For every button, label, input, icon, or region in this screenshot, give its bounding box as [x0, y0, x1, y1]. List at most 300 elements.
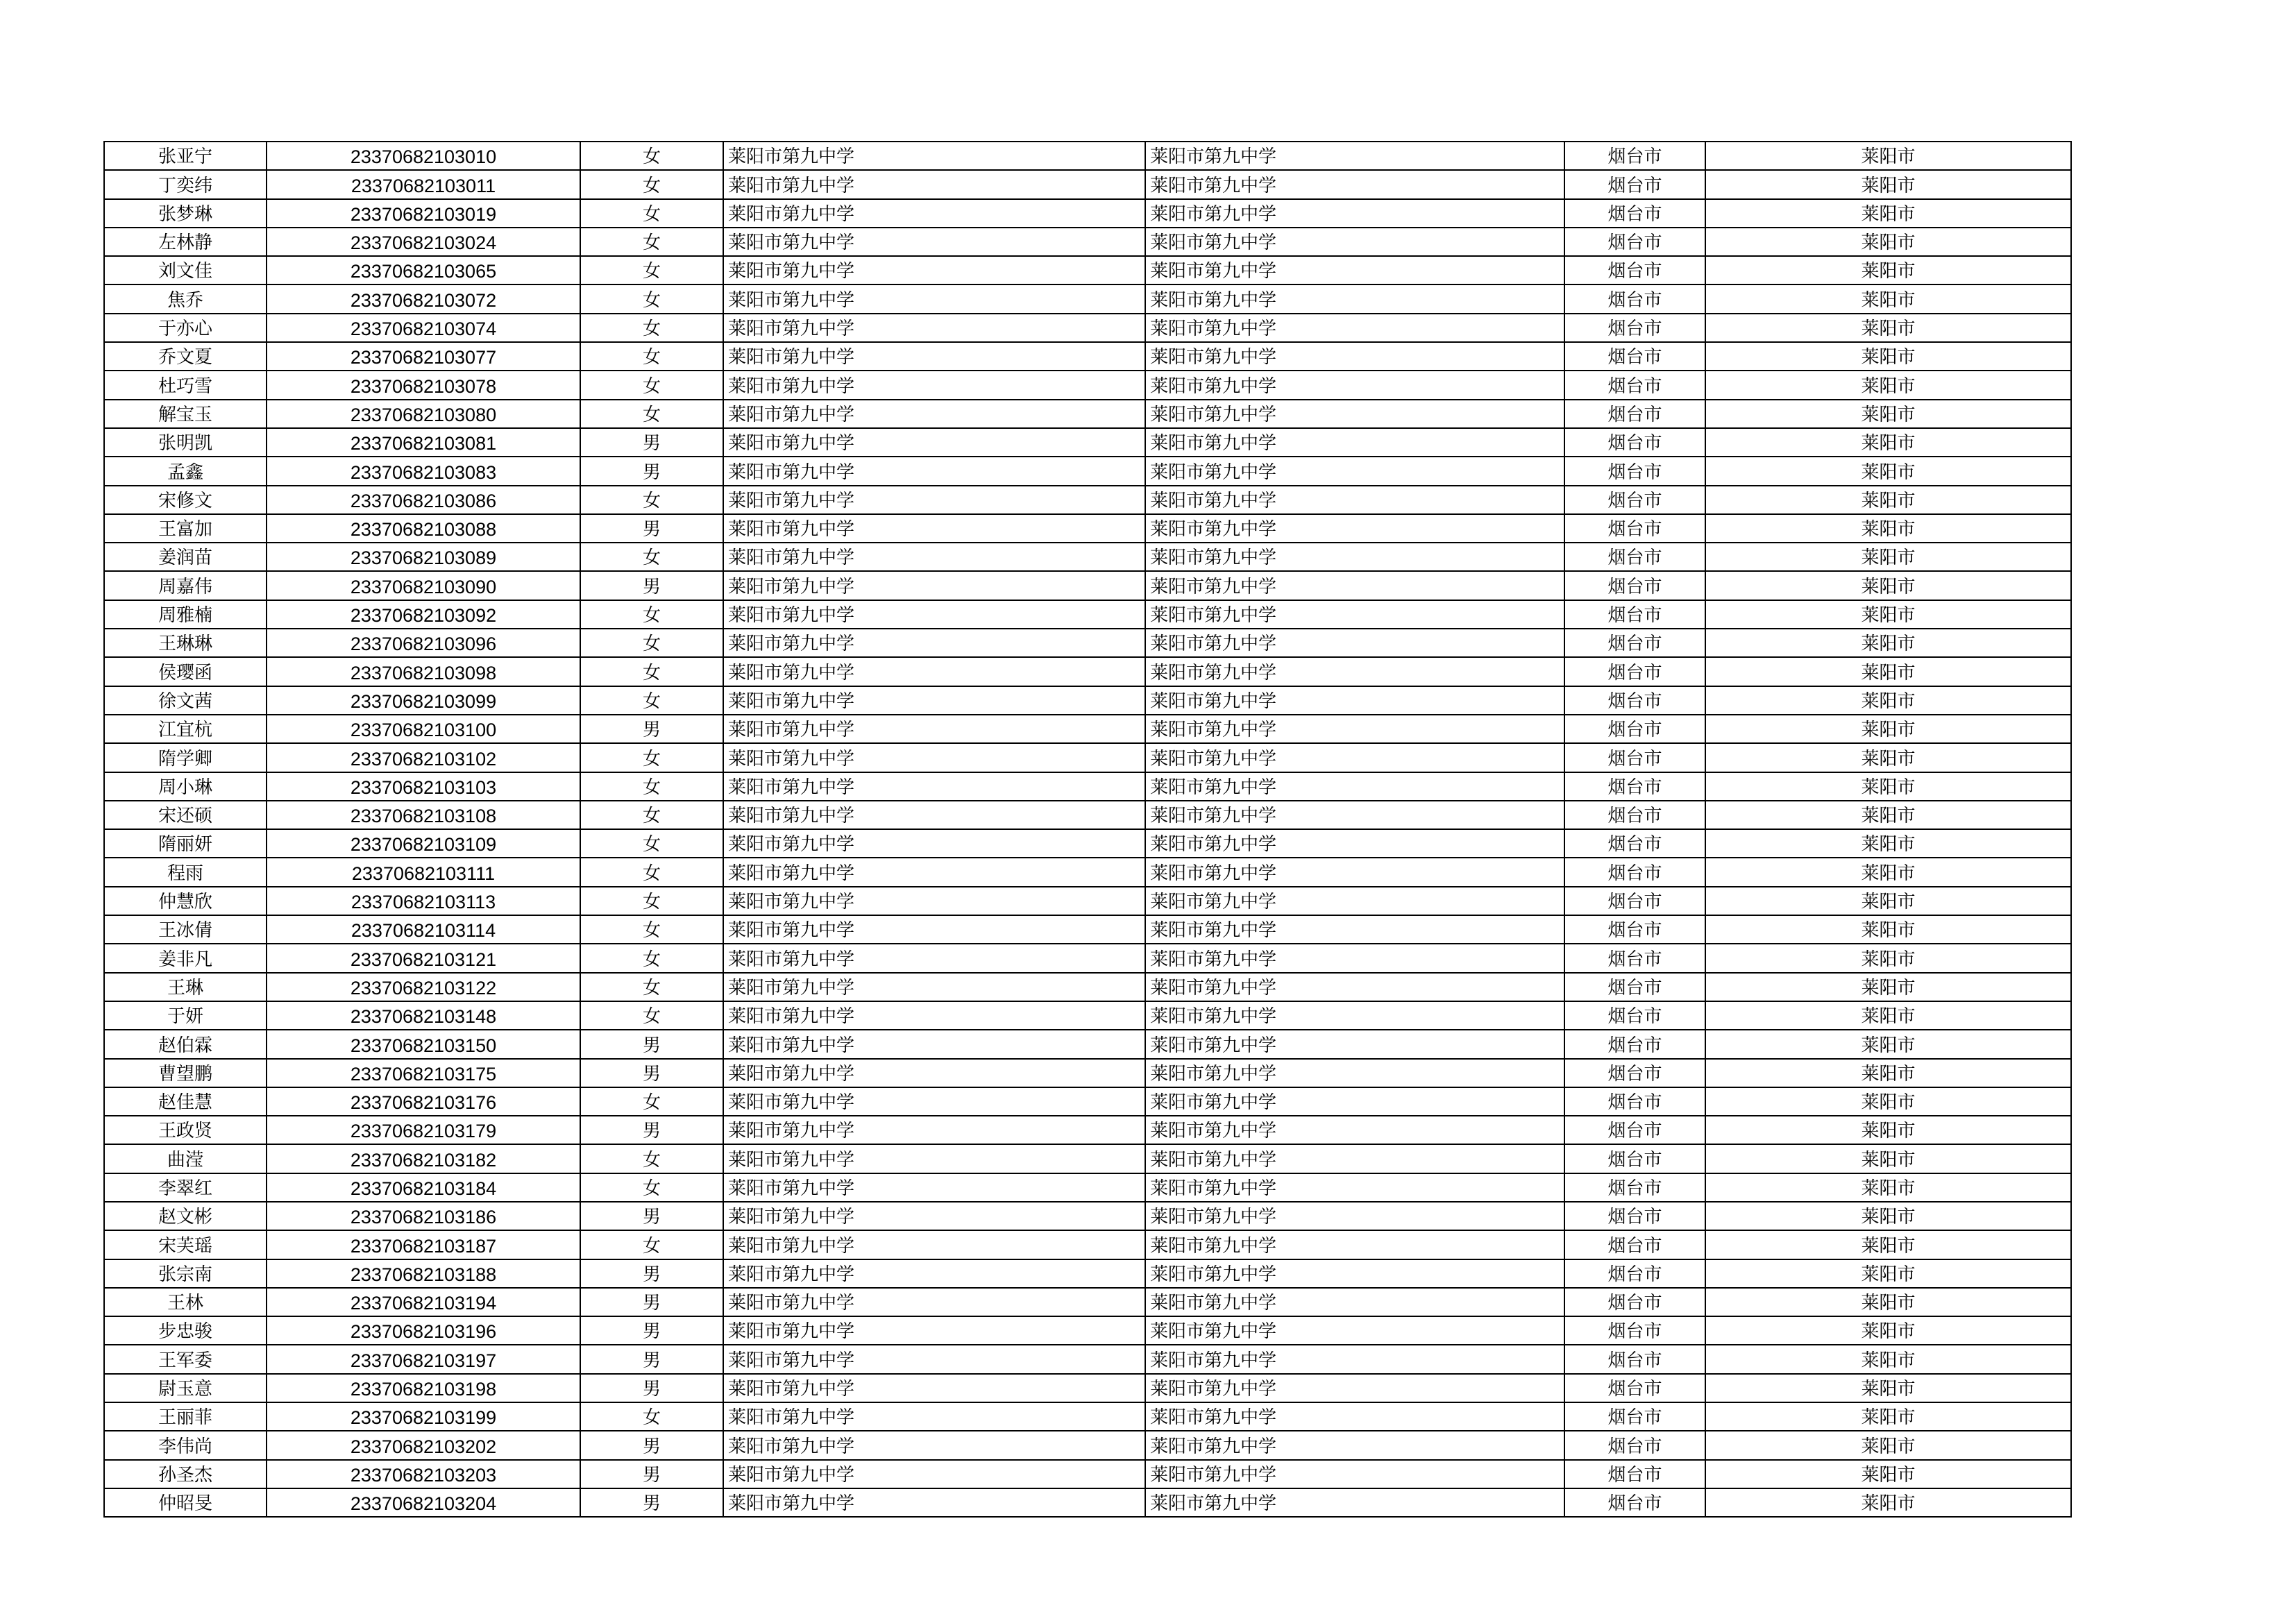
student-name-cell: 乔文夏 [104, 342, 267, 371]
county-cell: 莱阳市 [1705, 428, 2071, 457]
city-cell: 烟台市 [1564, 1259, 1705, 1288]
exam-number-cell: 23370682103019 [267, 199, 580, 228]
exam-number-cell: 23370682103197 [267, 1345, 580, 1373]
county-cell: 莱阳市 [1705, 858, 2071, 886]
city-cell: 烟台市 [1564, 829, 1705, 858]
city-cell: 烟台市 [1564, 772, 1705, 801]
exam-number-cell: 23370682103078 [267, 371, 580, 399]
gender-cell: 男 [580, 1374, 723, 1402]
exam-school-cell: 莱阳市第九中学 [1145, 142, 1564, 170]
city-cell: 烟台市 [1564, 944, 1705, 972]
city-cell: 烟台市 [1564, 228, 1705, 256]
city-cell: 烟台市 [1564, 629, 1705, 657]
city-cell: 烟台市 [1564, 1460, 1705, 1488]
gender-cell: 女 [580, 256, 723, 284]
student-name-cell: 赵佳慧 [104, 1087, 267, 1116]
city-cell: 烟台市 [1564, 1431, 1705, 1459]
school-cell: 莱阳市第九中学 [723, 973, 1145, 1001]
student-name-cell: 张宗南 [104, 1259, 267, 1288]
gender-cell: 女 [580, 1173, 723, 1202]
exam-number-cell: 23370682103184 [267, 1173, 580, 1202]
city-cell: 烟台市 [1564, 1345, 1705, 1373]
gender-cell: 女 [580, 342, 723, 371]
city-cell: 烟台市 [1564, 1030, 1705, 1058]
county-cell: 莱阳市 [1705, 1402, 2071, 1431]
exam-school-cell: 莱阳市第九中学 [1145, 944, 1564, 972]
county-cell: 莱阳市 [1705, 1374, 2071, 1402]
student-name-cell: 尉玉意 [104, 1374, 267, 1402]
student-name-cell: 于亦心 [104, 314, 267, 342]
exam-number-cell: 23370682103103 [267, 772, 580, 801]
exam-school-cell: 莱阳市第九中学 [1145, 514, 1564, 543]
student-name-cell: 姜润苗 [104, 543, 267, 571]
student-name-cell: 隋学卿 [104, 743, 267, 772]
exam-number-cell: 23370682103099 [267, 686, 580, 715]
gender-cell: 女 [580, 686, 723, 715]
exam-school-cell: 莱阳市第九中学 [1145, 1030, 1564, 1058]
county-cell: 莱阳市 [1705, 371, 2071, 399]
city-cell: 烟台市 [1564, 915, 1705, 944]
exam-school-cell: 莱阳市第九中学 [1145, 1374, 1564, 1402]
gender-cell: 女 [580, 1144, 723, 1173]
exam-school-cell: 莱阳市第九中学 [1145, 342, 1564, 371]
school-cell: 莱阳市第九中学 [723, 571, 1145, 600]
gender-cell: 男 [580, 1030, 723, 1058]
city-cell: 烟台市 [1564, 571, 1705, 600]
exam-number-cell: 23370682103114 [267, 915, 580, 944]
exam-number-cell: 23370682103188 [267, 1259, 580, 1288]
city-cell: 烟台市 [1564, 887, 1705, 915]
exam-school-cell: 莱阳市第九中学 [1145, 1144, 1564, 1173]
city-cell: 烟台市 [1564, 743, 1705, 772]
city-cell: 烟台市 [1564, 1288, 1705, 1316]
county-cell: 莱阳市 [1705, 1288, 2071, 1316]
city-cell: 烟台市 [1564, 1488, 1705, 1517]
city-cell: 烟台市 [1564, 1059, 1705, 1087]
student-name-cell: 王琳琳 [104, 629, 267, 657]
exam-number-cell: 23370682103081 [267, 428, 580, 457]
city-cell: 烟台市 [1564, 314, 1705, 342]
exam-school-cell: 莱阳市第九中学 [1145, 170, 1564, 198]
table-row [104, 170, 2071, 198]
table-row [104, 1230, 2071, 1259]
county-cell: 莱阳市 [1705, 743, 2071, 772]
student-name-cell: 仲慧欣 [104, 887, 267, 915]
table-row [104, 400, 2071, 428]
exam-school-cell: 莱阳市第九中学 [1145, 973, 1564, 1001]
student-name-cell: 周雅楠 [104, 600, 267, 629]
exam-school-cell: 莱阳市第九中学 [1145, 1173, 1564, 1202]
student-name-cell: 隋丽妍 [104, 829, 267, 858]
school-cell: 莱阳市第九中学 [723, 743, 1145, 772]
exam-number-cell: 23370682103194 [267, 1288, 580, 1316]
exam-school-cell: 莱阳市第九中学 [1145, 1001, 1564, 1030]
school-cell: 莱阳市第九中学 [723, 170, 1145, 198]
student-name-cell: 王冰倩 [104, 915, 267, 944]
student-name-cell: 李翠红 [104, 1173, 267, 1202]
exam-school-cell: 莱阳市第九中学 [1145, 284, 1564, 313]
county-cell: 莱阳市 [1705, 1345, 2071, 1373]
school-cell: 莱阳市第九中学 [723, 228, 1145, 256]
exam-number-cell: 23370682103102 [267, 743, 580, 772]
table-row [104, 1288, 2071, 1316]
county-cell: 莱阳市 [1705, 1431, 2071, 1459]
school-cell: 莱阳市第九中学 [723, 1059, 1145, 1087]
county-cell: 莱阳市 [1705, 1202, 2071, 1230]
student-name-cell: 王富加 [104, 514, 267, 543]
exam-number-cell: 23370682103092 [267, 600, 580, 629]
school-cell: 莱阳市第九中学 [723, 1087, 1145, 1116]
county-cell: 莱阳市 [1705, 801, 2071, 829]
student-name-cell: 王政贤 [104, 1116, 267, 1144]
gender-cell: 女 [580, 858, 723, 886]
exam-school-cell: 莱阳市第九中学 [1145, 629, 1564, 657]
student-name-cell: 左林静 [104, 228, 267, 256]
table-row [104, 1374, 2071, 1402]
table-row [104, 1173, 2071, 1202]
school-cell: 莱阳市第九中学 [723, 1431, 1145, 1459]
exam-school-cell: 莱阳市第九中学 [1145, 457, 1564, 485]
school-cell: 莱阳市第九中学 [723, 342, 1145, 371]
table-row [104, 228, 2071, 256]
county-cell: 莱阳市 [1705, 1144, 2071, 1173]
exam-number-cell: 23370682103199 [267, 1402, 580, 1431]
county-cell: 莱阳市 [1705, 1059, 2071, 1087]
exam-school-cell: 莱阳市第九中学 [1145, 1116, 1564, 1144]
gender-cell: 女 [580, 486, 723, 514]
city-cell: 烟台市 [1564, 1316, 1705, 1345]
table-row [104, 543, 2071, 571]
exam-school-cell: 莱阳市第九中学 [1145, 657, 1564, 686]
city-cell: 烟台市 [1564, 600, 1705, 629]
exam-number-cell: 23370682103179 [267, 1116, 580, 1144]
gender-cell: 女 [580, 199, 723, 228]
county-cell: 莱阳市 [1705, 514, 2071, 543]
student-name-cell: 赵文彬 [104, 1202, 267, 1230]
student-name-cell: 仲昭旻 [104, 1488, 267, 1517]
student-name-cell: 宋还硕 [104, 801, 267, 829]
county-cell: 莱阳市 [1705, 571, 2071, 600]
student-name-cell: 丁奕纬 [104, 170, 267, 198]
school-cell: 莱阳市第九中学 [723, 657, 1145, 686]
exam-number-cell: 23370682103113 [267, 887, 580, 915]
exam-number-cell: 23370682103122 [267, 973, 580, 1001]
table-row [104, 887, 2071, 915]
exam-school-cell: 莱阳市第九中学 [1145, 314, 1564, 342]
school-cell: 莱阳市第九中学 [723, 915, 1145, 944]
student-name-cell: 张梦琳 [104, 199, 267, 228]
exam-number-cell: 23370682103024 [267, 228, 580, 256]
exam-number-cell: 23370682103100 [267, 715, 580, 743]
exam-school-cell: 莱阳市第九中学 [1145, 600, 1564, 629]
gender-cell: 女 [580, 629, 723, 657]
county-cell: 莱阳市 [1705, 829, 2071, 858]
exam-school-cell: 莱阳市第九中学 [1145, 1288, 1564, 1316]
table-row [104, 858, 2071, 886]
county-cell: 莱阳市 [1705, 657, 2071, 686]
city-cell: 烟台市 [1564, 170, 1705, 198]
student-name-cell: 孟鑫 [104, 457, 267, 485]
school-cell: 莱阳市第九中学 [723, 1345, 1145, 1373]
exam-number-cell: 23370682103080 [267, 400, 580, 428]
exam-school-cell: 莱阳市第九中学 [1145, 915, 1564, 944]
school-cell: 莱阳市第九中学 [723, 1374, 1145, 1402]
gender-cell: 男 [580, 1488, 723, 1517]
school-cell: 莱阳市第九中学 [723, 371, 1145, 399]
table-row [104, 1030, 2071, 1058]
gender-cell: 男 [580, 1202, 723, 1230]
gender-cell: 女 [580, 887, 723, 915]
school-cell: 莱阳市第九中学 [723, 314, 1145, 342]
school-cell: 莱阳市第九中学 [723, 284, 1145, 313]
exam-number-cell: 23370682103148 [267, 1001, 580, 1030]
city-cell: 烟台市 [1564, 1402, 1705, 1431]
table-row [104, 829, 2071, 858]
school-cell: 莱阳市第九中学 [723, 1402, 1145, 1431]
exam-number-cell: 23370682103098 [267, 657, 580, 686]
county-cell: 莱阳市 [1705, 1460, 2071, 1488]
gender-cell: 男 [580, 428, 723, 457]
county-cell: 莱阳市 [1705, 915, 2071, 944]
student-name-cell: 王琳 [104, 973, 267, 1001]
county-cell: 莱阳市 [1705, 1116, 2071, 1144]
city-cell: 烟台市 [1564, 715, 1705, 743]
gender-cell: 女 [580, 400, 723, 428]
county-cell: 莱阳市 [1705, 1230, 2071, 1259]
county-cell: 莱阳市 [1705, 543, 2071, 571]
table-row [104, 199, 2071, 228]
exam-school-cell: 莱阳市第九中学 [1145, 1488, 1564, 1517]
student-name-cell: 解宝玉 [104, 400, 267, 428]
city-cell: 烟台市 [1564, 543, 1705, 571]
student-name-cell: 张亚宁 [104, 142, 267, 170]
exam-school-cell: 莱阳市第九中学 [1145, 743, 1564, 772]
table-row [104, 600, 2071, 629]
student-name-cell: 焦乔 [104, 284, 267, 313]
school-cell: 莱阳市第九中学 [723, 600, 1145, 629]
school-cell: 莱阳市第九中学 [723, 457, 1145, 485]
table-row [104, 142, 2071, 170]
exam-school-cell: 莱阳市第九中学 [1145, 887, 1564, 915]
table-row [104, 1001, 2071, 1030]
exam-school-cell: 莱阳市第九中学 [1145, 400, 1564, 428]
city-cell: 烟台市 [1564, 342, 1705, 371]
table-row [104, 944, 2071, 972]
school-cell: 莱阳市第九中学 [723, 1460, 1145, 1488]
school-cell: 莱阳市第九中学 [723, 428, 1145, 457]
city-cell: 烟台市 [1564, 1087, 1705, 1116]
exam-number-cell: 23370682103065 [267, 256, 580, 284]
exam-school-cell: 莱阳市第九中学 [1145, 1345, 1564, 1373]
table-row [104, 256, 2071, 284]
school-cell: 莱阳市第九中学 [723, 887, 1145, 915]
table-row [104, 342, 2071, 371]
exam-school-cell: 莱阳市第九中学 [1145, 772, 1564, 801]
exam-number-cell: 23370682103198 [267, 1374, 580, 1402]
exam-number-cell: 23370682103121 [267, 944, 580, 972]
gender-cell: 女 [580, 1001, 723, 1030]
county-cell: 莱阳市 [1705, 170, 2071, 198]
table-row [104, 1488, 2071, 1517]
gender-cell: 女 [580, 915, 723, 944]
student-name-cell: 张明凯 [104, 428, 267, 457]
table-row [104, 1144, 2071, 1173]
city-cell: 烟台市 [1564, 1202, 1705, 1230]
exam-school-cell: 莱阳市第九中学 [1145, 715, 1564, 743]
city-cell: 烟台市 [1564, 657, 1705, 686]
school-cell: 莱阳市第九中学 [723, 1488, 1145, 1517]
table-row [104, 743, 2071, 772]
exam-number-cell: 23370682103176 [267, 1087, 580, 1116]
exam-number-cell: 23370682103175 [267, 1059, 580, 1087]
city-cell: 烟台市 [1564, 686, 1705, 715]
exam-school-cell: 莱阳市第九中学 [1145, 199, 1564, 228]
school-cell: 莱阳市第九中学 [723, 1316, 1145, 1345]
gender-cell: 女 [580, 228, 723, 256]
school-cell: 莱阳市第九中学 [723, 1259, 1145, 1288]
school-cell: 莱阳市第九中学 [723, 1202, 1145, 1230]
city-cell: 烟台市 [1564, 400, 1705, 428]
table-row [104, 1345, 2071, 1373]
city-cell: 烟台市 [1564, 514, 1705, 543]
table-row [104, 314, 2071, 342]
student-name-cell: 孙圣杰 [104, 1460, 267, 1488]
exam-school-cell: 莱阳市第九中学 [1145, 1059, 1564, 1087]
exam-number-cell: 23370682103010 [267, 142, 580, 170]
city-cell: 烟台市 [1564, 801, 1705, 829]
county-cell: 莱阳市 [1705, 887, 2071, 915]
exam-school-cell: 莱阳市第九中学 [1145, 1230, 1564, 1259]
exam-school-cell: 莱阳市第九中学 [1145, 1316, 1564, 1345]
school-cell: 莱阳市第九中学 [723, 142, 1145, 170]
gender-cell: 女 [580, 772, 723, 801]
table-row [104, 486, 2071, 514]
gender-cell: 女 [580, 371, 723, 399]
school-cell: 莱阳市第九中学 [723, 1173, 1145, 1202]
exam-school-cell: 莱阳市第九中学 [1145, 256, 1564, 284]
school-cell: 莱阳市第九中学 [723, 543, 1145, 571]
table-row [104, 1316, 2071, 1345]
student-name-cell: 宋芙瑶 [104, 1230, 267, 1259]
gender-cell: 女 [580, 142, 723, 170]
table-row [104, 772, 2071, 801]
student-name-cell: 王军委 [104, 1345, 267, 1373]
exam-school-cell: 莱阳市第九中学 [1145, 228, 1564, 256]
school-cell: 莱阳市第九中学 [723, 801, 1145, 829]
table-row [104, 284, 2071, 313]
gender-cell: 女 [580, 1087, 723, 1116]
gender-cell: 女 [580, 973, 723, 1001]
student-name-cell: 赵伯霖 [104, 1030, 267, 1058]
exam-number-cell: 23370682103089 [267, 543, 580, 571]
school-cell: 莱阳市第九中学 [723, 686, 1145, 715]
school-cell: 莱阳市第九中学 [723, 256, 1145, 284]
gender-cell: 男 [580, 1116, 723, 1144]
student-name-cell: 王丽菲 [104, 1402, 267, 1431]
exam-number-cell: 23370682103074 [267, 314, 580, 342]
exam-number-cell: 23370682103108 [267, 801, 580, 829]
county-cell: 莱阳市 [1705, 629, 2071, 657]
gender-cell: 男 [580, 715, 723, 743]
exam-number-cell: 23370682103204 [267, 1488, 580, 1517]
school-cell: 莱阳市第九中学 [723, 858, 1145, 886]
student-name-cell: 李伟尚 [104, 1431, 267, 1459]
student-name-cell: 周嘉伟 [104, 571, 267, 600]
school-cell: 莱阳市第九中学 [723, 400, 1145, 428]
exam-school-cell: 莱阳市第九中学 [1145, 686, 1564, 715]
county-cell: 莱阳市 [1705, 457, 2071, 485]
school-cell: 莱阳市第九中学 [723, 1288, 1145, 1316]
county-cell: 莱阳市 [1705, 973, 2071, 1001]
exam-number-cell: 23370682103202 [267, 1431, 580, 1459]
exam-number-cell: 23370682103086 [267, 486, 580, 514]
table-row [104, 629, 2071, 657]
county-cell: 莱阳市 [1705, 199, 2071, 228]
county-cell: 莱阳市 [1705, 400, 2071, 428]
gender-cell: 女 [580, 829, 723, 858]
school-cell: 莱阳市第九中学 [723, 829, 1145, 858]
county-cell: 莱阳市 [1705, 256, 2071, 284]
school-cell: 莱阳市第九中学 [723, 1230, 1145, 1259]
exam-number-cell: 23370682103011 [267, 170, 580, 198]
gender-cell: 女 [580, 314, 723, 342]
table-row [104, 1460, 2071, 1488]
gender-cell: 男 [580, 1460, 723, 1488]
gender-cell: 女 [580, 743, 723, 772]
exam-school-cell: 莱阳市第九中学 [1145, 1202, 1564, 1230]
student-name-cell: 王林 [104, 1288, 267, 1316]
table-row [104, 715, 2071, 743]
exam-school-cell: 莱阳市第九中学 [1145, 858, 1564, 886]
school-cell: 莱阳市第九中学 [723, 1001, 1145, 1030]
exam-school-cell: 莱阳市第九中学 [1145, 801, 1564, 829]
exam-school-cell: 莱阳市第九中学 [1145, 1431, 1564, 1459]
table-row [104, 973, 2071, 1001]
exam-number-cell: 23370682103077 [267, 342, 580, 371]
city-cell: 烟台市 [1564, 199, 1705, 228]
exam-number-cell: 23370682103150 [267, 1030, 580, 1058]
county-cell: 莱阳市 [1705, 314, 2071, 342]
county-cell: 莱阳市 [1705, 1488, 2071, 1517]
county-cell: 莱阳市 [1705, 944, 2071, 972]
city-cell: 烟台市 [1564, 457, 1705, 485]
exam-number-cell: 23370682103090 [267, 571, 580, 600]
exam-number-cell: 23370682103096 [267, 629, 580, 657]
exam-number-cell: 23370682103203 [267, 1460, 580, 1488]
school-cell: 莱阳市第九中学 [723, 629, 1145, 657]
exam-number-cell: 23370682103182 [267, 1144, 580, 1173]
exam-number-cell: 23370682103186 [267, 1202, 580, 1230]
table-row [104, 686, 2071, 715]
school-cell: 莱阳市第九中学 [723, 772, 1145, 801]
gender-cell: 男 [580, 1316, 723, 1345]
table-row [104, 1431, 2071, 1459]
county-cell: 莱阳市 [1705, 772, 2071, 801]
student-name-cell: 姜非凡 [104, 944, 267, 972]
exam-number-cell: 23370682103088 [267, 514, 580, 543]
gender-cell: 女 [580, 1230, 723, 1259]
county-cell: 莱阳市 [1705, 142, 2071, 170]
county-cell: 莱阳市 [1705, 486, 2071, 514]
gender-cell: 男 [580, 1059, 723, 1087]
gender-cell: 男 [580, 571, 723, 600]
gender-cell: 女 [580, 284, 723, 313]
city-cell: 烟台市 [1564, 858, 1705, 886]
county-cell: 莱阳市 [1705, 1001, 2071, 1030]
city-cell: 烟台市 [1564, 371, 1705, 399]
school-cell: 莱阳市第九中学 [723, 1144, 1145, 1173]
exam-number-cell: 23370682103196 [267, 1316, 580, 1345]
